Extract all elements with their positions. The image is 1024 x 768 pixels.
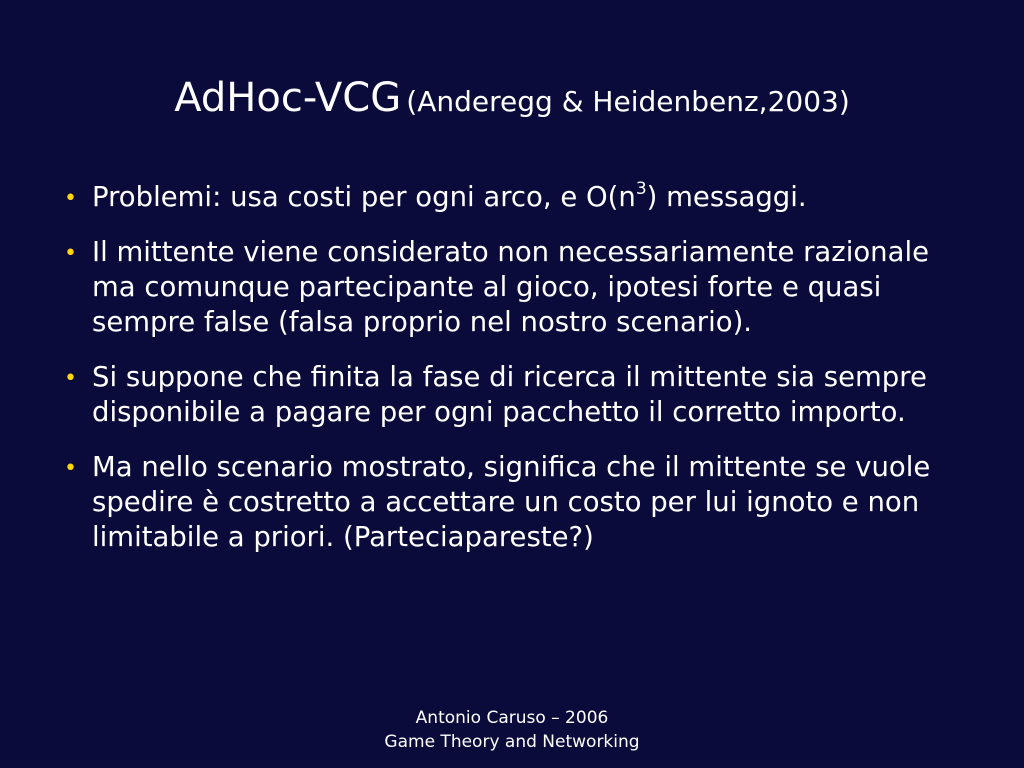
footer	[0, 706, 1024, 754]
title-citation: (Anderegg & Heidenbenz,2003)	[406, 85, 850, 118]
bullet-text-after: ) messaggi.	[646, 181, 807, 213]
bullet-item	[64, 180, 964, 215]
title-main: AdHoc-VCG	[174, 75, 402, 121]
bullet-text-before: Problemi: usa costi per ogni arco, e O(n	[92, 181, 636, 213]
bullet-item	[64, 360, 964, 430]
bullet-text: Si suppone che finita la fase di ricerca il mittente sia sempre disponibile a pagare per ogni pacchetto il corretto importo.	[92, 361, 927, 428]
slide-title	[0, 72, 1024, 128]
bullet-text: Il mittente viene considerato non necessariamente razionale ma comunque partecipante al gioco, ipotesi forte e quasi sempre false (falsa proprio nel nostro scenario).	[92, 236, 930, 338]
bullet-marker: •	[64, 456, 77, 481]
bullet-text: Ma nello scenario mostrato, significa che il mittente se vuole spedire è costretto a accettare un costo per lui ignoto e non limitabile a priori. (Parteciapareste?)	[92, 451, 931, 553]
footer-author: Antonio Caruso – 2006	[415, 708, 609, 728]
bullet-marker: •	[64, 241, 77, 266]
footer-course: Game Theory and Networking	[384, 732, 640, 752]
bullet-marker: •	[64, 366, 77, 391]
bullet-item	[64, 450, 964, 555]
bullet-list	[64, 180, 964, 575]
bullet-marker: •	[64, 186, 77, 211]
bullet-item	[64, 235, 964, 340]
bullet-superscript: 3	[635, 178, 647, 199]
